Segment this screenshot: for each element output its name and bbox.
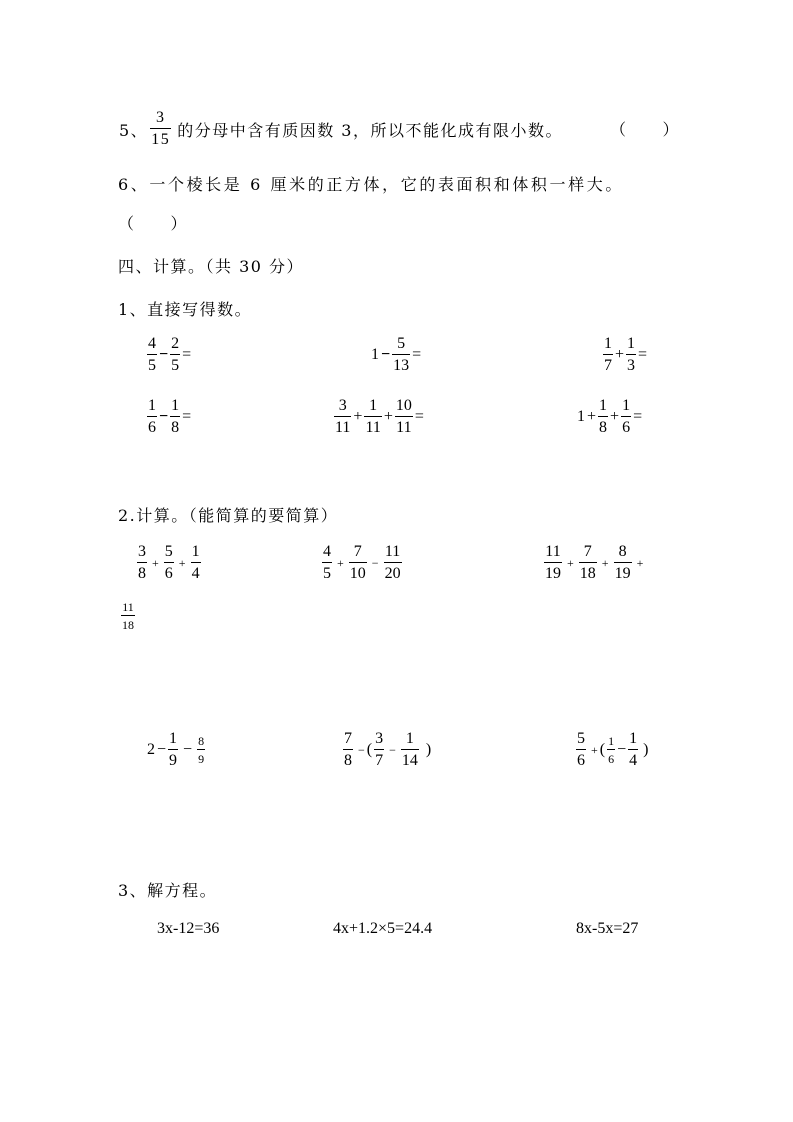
equation: 4x+1.2×5=24.4: [333, 920, 433, 937]
expression: $\frac{4}{5}$ + $\frac{7}{10}$ − $\frac{11}{20}$: [323, 543, 401, 582]
question-number: 5、: [119, 120, 149, 140]
expression: $\frac{5}{6}$ + ( $\frac{1}{6}$ − $\frac{1}{4}$ ): [577, 730, 649, 769]
expression: $\frac{1}{6}$ − $\frac{1}{8}$ =: [148, 397, 192, 436]
expression: $\frac{1}{7}$ + $\frac{1}{3}$ =: [604, 335, 648, 374]
part-title: 3、解方程。: [118, 881, 218, 900]
question-text: 的分母中含有质因数 3，所以不能化成有限小数。: [177, 120, 563, 140]
equation: 8x-5x=27: [576, 920, 639, 937]
expression: 1 − $\frac{5}{13}$ =: [371, 335, 422, 374]
part-title: 1、直接写得数。: [118, 300, 253, 319]
section-title: 四、计算。（共 30 分）: [118, 257, 305, 276]
answer-bracket[interactable]: （ ）: [118, 214, 189, 233]
expression: $\frac{3}{8}$ + $\frac{5}{6}$ + $\frac{1}{4}$: [138, 543, 200, 582]
expression: $\frac{4}{5}$ − $\frac{2}{5}$ =: [148, 335, 192, 374]
expression-continued: $\frac{11}{18}$: [122, 600, 134, 632]
expression: $\frac{11}{19}$ + $\frac{7}{18}$ + $\frac{8}{19}$ +: [545, 543, 644, 582]
expression: 1 + $\frac{1}{8}$ + $\frac{1}{6}$ =: [577, 397, 643, 436]
answer-bracket[interactable]: （ ）: [610, 120, 681, 139]
expression: $\frac{3}{11}$ + $\frac{1}{11}$ + $\frac{10}{11}$ =: [335, 397, 424, 436]
part-title: 2.计算。（能简算的要简算）: [118, 506, 339, 525]
expression: 2 − $\frac{1}{9}$ − $\frac{8}{9}$: [147, 730, 205, 769]
question-6: 6、一个棱长是 6 厘米的正方体，它的表面积和体积一样大。: [118, 175, 624, 194]
fraction: $\frac{3}{15}$: [151, 109, 171, 148]
equation: 3x-12=36: [157, 920, 220, 937]
expression: $\frac{7}{8}$ − ( $\frac{3}{7}$ − $\frac{1}{14}$ ): [344, 730, 432, 769]
question-5: [118, 110, 564, 148]
